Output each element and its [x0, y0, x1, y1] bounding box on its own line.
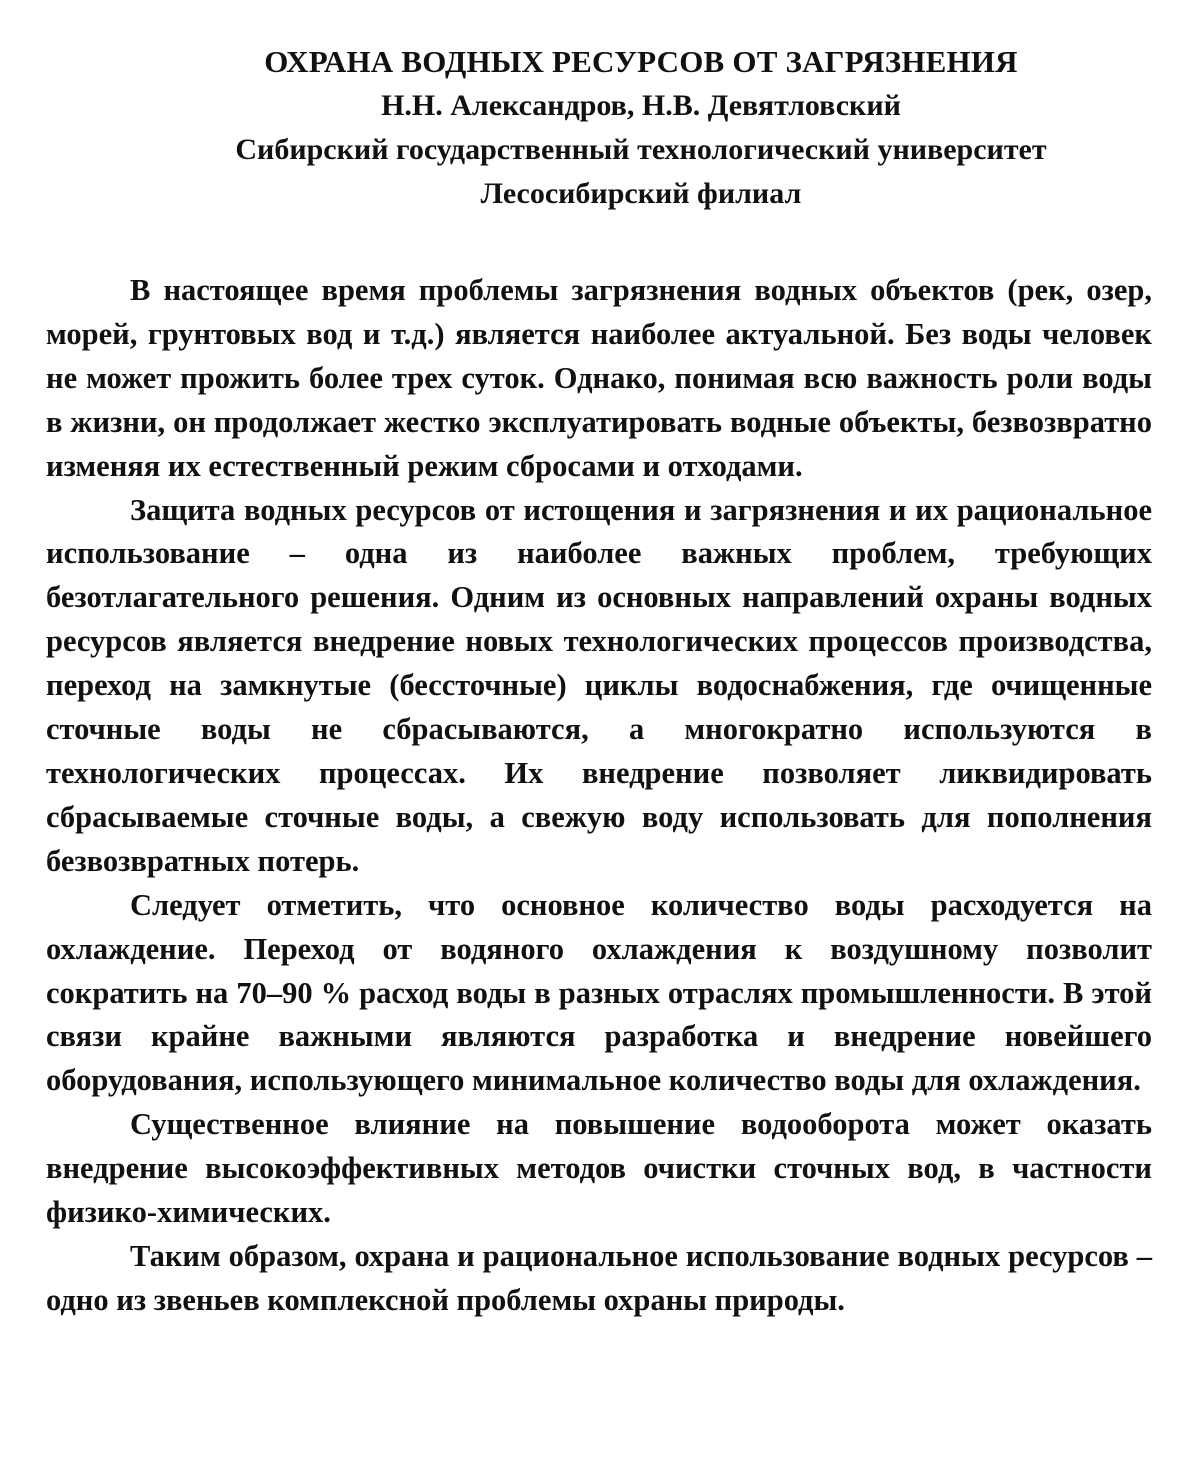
paper-title: ОХРАНА ВОДНЫХ РЕСУРСОВ ОТ ЗАГРЯЗНЕНИЯ: [264, 44, 1018, 79]
document-page: [46, 40, 1152, 1323]
paragraph: Следует отметить, что основное количество воды расходуется на охлаждение. Переход от водяного охлаждения к воздушному позволит сократить на 70–90 % расход воды в разных отраслях промышленности. В этой связи крайне важными являются разработка и внедрение новейшего оборудования, использующего минимальное количество воды для охлаждения.: [46, 887, 1152, 1098]
document-header: [46, 40, 1152, 216]
document-body: [46, 269, 1152, 1323]
paragraph: В настоящее время проблемы загрязнения водных объектов (рек, озер, морей, грунтовых вод и т.д.) является наиболее актуальной. Без воды человек не может прожить более трех суток. Однако, понимая всю важность роли воды в жизни, он продолжает жестко эксплуатировать водные объекты, безвозвратно изменяя их естественный режим сбросами и отходами.: [46, 273, 1152, 483]
paragraph: Таким образом, охрана и рациональное использование водных ресурсов – одно из звеньев комплексной проблемы охраны природы.: [46, 1238, 1152, 1317]
authors-line: Н.Н. Александров, Н.В. Девятловский: [381, 89, 901, 122]
affiliation-line: Сибирский государственный технологический университет: [235, 133, 1047, 166]
branch-line: Лесосибирский филиал: [480, 177, 802, 210]
paragraph: Существенное влияние на повышение водооборота может оказать внедрение высокоэффективных методов очистки сточных вод, в частности физико-химических.: [46, 1107, 1152, 1230]
paragraph: Защита водных ресурсов от истощения и загрязнения и их рациональное использование – одна из наиболее важных проблем, требующих безотлагательного решения. Одним из основных направлений охраны водных ресурсов является внедрение новых технологических процессов производства, переход на замкнутые (бессточные) циклы водоснабжения, где очищенные сточные воды не сбрасываются, а многократно используются в технологических процессах. Их внедрение позволяет ликвидировать сбрасываемые сточные воды, а свежую воду использовать для пополнения безвозвратных потерь.: [46, 492, 1152, 878]
